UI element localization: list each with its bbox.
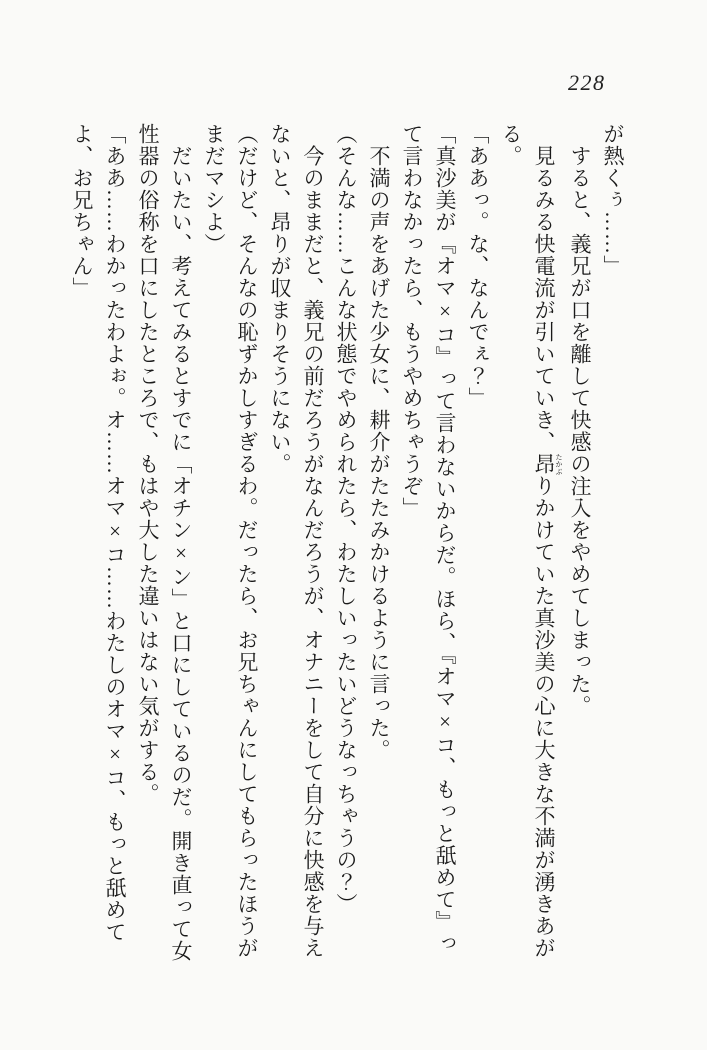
- paragraph: 「真沙美が『オマ×コ』って言わないからだ。ほら、『オマ×コ、もっと舐めて』って言わなかったら、もうやめちゃうぞ」: [400, 123, 457, 955]
- paragraph: だいたい、考えてみるとすでに「オチン×ン」と口にしているのだ。開き直って女性器の俗称を口にしたところで、もはや大した違いはない気がする。: [136, 123, 193, 962]
- ruby-annotated-kanji: 昂 たかぶ: [532, 453, 563, 475]
- paragraph: 「ああ……わかったわよぉ。オ……オマ×コ……わたしのオマ×コ、もっと舐めてよ、お兄ちゃん」: [70, 123, 127, 943]
- paragraph: 見るみる快電流が引いていき、昂 たかぶりかけていた真沙美の心に大きな不満が湧きあがる。: [499, 123, 563, 959]
- paragraph: すると、義兄が口を離して快感の注入をやめてしまった。: [568, 145, 592, 717]
- paragraph: 不満の声をあげた少女に、耕介がたたみかけるように言った。: [367, 145, 391, 761]
- paragraph: 今のままだと、義兄の前だろうがなんだろうが、オナニーをして自分に快感を与えないと、昂りが収まりそうにない。: [268, 123, 325, 959]
- paragraph: が熱くぅ……」: [601, 123, 625, 277]
- vertical-text-body: [68, 123, 629, 963]
- paragraph: （だけど、そんなの恥ずかしすぎるわ。だったら、お兄ちゃんにしてもらったほうがまだマシよ）: [202, 123, 259, 959]
- page-number: 228: [568, 70, 606, 95]
- paragraph: 「ああっ。な、なんでぇ？」: [466, 123, 490, 409]
- paragraph: （そんな……こんな状態でやめられたら、わたしいったいどうなっちゃうの？）: [334, 123, 358, 915]
